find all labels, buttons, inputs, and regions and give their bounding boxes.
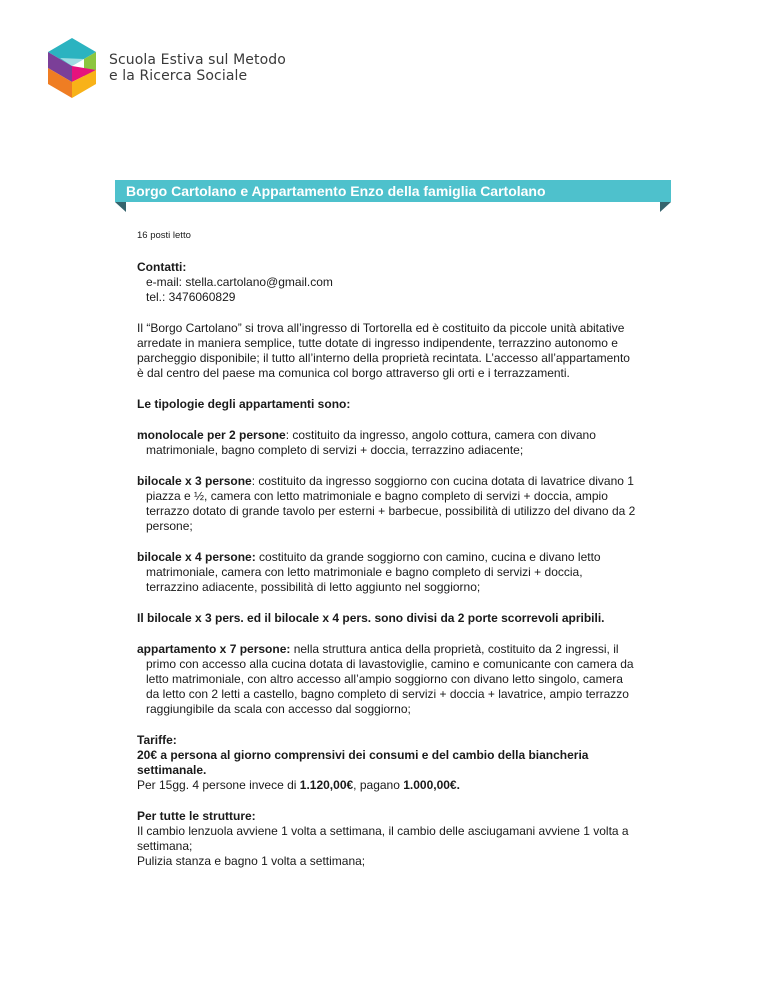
organization-name-line-2: e la Ricerca Sociale xyxy=(109,68,248,84)
page-title: Borgo Cartolano e Appartamento Enzo della famiglia Cartolano xyxy=(126,183,546,199)
apartment-description: costituito da grande soggiorno con camino, cucina e divano letto matrimoniale, camera con letto matrimoniale e bagno completo di servizi + doccia, terrazzino adiacente, possibilità di letto aggiunto nel soggiorno; xyxy=(146,550,601,594)
offer-new-price: 1.000,00€. xyxy=(403,778,460,792)
apartment-name: monolocale per 2 persone xyxy=(137,428,286,442)
apartment-name: appartamento x 7 persone: xyxy=(137,642,291,656)
document-body xyxy=(137,230,637,885)
apartment-item xyxy=(137,474,637,534)
rates-offer xyxy=(137,778,637,793)
organization-name-line-1: Scuola Estiva sul Metodo xyxy=(109,52,286,68)
apartment-item xyxy=(137,642,637,717)
banner-fold-right xyxy=(660,202,671,212)
linen-change-note: Il cambio lenzuola avviene 1 volta a settimana, il cambio delle asciugamani avviene 1 volta a settimana; xyxy=(137,824,629,853)
apartment-description: nella struttura antica della proprietà, costituito da 2 ingressi, il primo con accesso alla cucina dotata di lavastoviglie, camino e comunicante con camera da letto matrimoniale, con altro accesso all’ampio soggiorno con divano letto singolo, camera da letto con 2 letti a castello, bagno completo di servizi + doccia + lavatrice, ampio terrazzo raggiungibile da scala con accesso dal soggiorno; xyxy=(146,642,634,716)
apartment-item xyxy=(137,428,637,458)
contact-email: e-mail: stella.cartolano@gmail.com xyxy=(146,275,333,289)
rates-main: 20€ a persona al giorno comprensivi dei consumi e del cambio della biancheria settimanale. xyxy=(137,748,589,777)
rates-label: Tariffe: xyxy=(137,733,177,747)
doors-note: Il bilocale x 3 pers. ed il bilocale x 4 pers. sono divisi da 2 porte scorrevoli apribili. xyxy=(137,611,605,625)
offer-text: , pagano xyxy=(353,778,404,792)
intro-paragraph: Il “Borgo Cartolano” si trova all’ingresso di Tortorella ed è costituito da piccole unità abitative arredate in maniera semplice, tutte dotate di ingresso indipendente, terrazzino autonomo e parcheggio disponibile; il tutto all’interno della proprietà recintata. L’accesso all’appartamento è dal centro del paese ma comunica col borgo attraverso gli orti e i terrazzamenti. xyxy=(137,321,630,380)
banner-fold-left xyxy=(115,202,126,212)
all-structures-label: Per tutte le strutture: xyxy=(137,809,256,823)
apartment-description: : costituito da ingresso, angolo cottura, camera con divano matrimoniale, bagno completo di servizi + doccia, terrazzino adiacente; xyxy=(146,428,596,457)
offer-old-price: 1.120,00€ xyxy=(299,778,354,792)
apartment-name: bilocale x 4 persone: xyxy=(137,550,256,564)
types-heading: Le tipologie degli appartamenti sono: xyxy=(137,397,351,411)
title-banner xyxy=(115,180,671,202)
contacts-section xyxy=(137,260,637,305)
apartment-name: bilocale x 3 persone xyxy=(137,474,252,488)
contact-phone: tel.: 3476060829 xyxy=(146,290,236,304)
beds-count: 16 posti letto xyxy=(137,230,191,241)
school-logo-icon xyxy=(40,36,104,100)
apartment-description: : costituito da ingresso soggiorno con cucina dotata di lavatrice divano 1 piazza e ½, camera con letto matrimoniale e bagno completo di servizi + doccia, ampio terrazzo dotato di grande tavolo per esterni + barbecue, possibilità di utilizzo del divano da 2 persone; xyxy=(146,474,636,533)
apartment-item xyxy=(137,550,637,595)
organization-name xyxy=(109,52,286,84)
cleaning-note: Pulizia stanza e bagno 1 volta a settimana; xyxy=(137,854,366,868)
rates-section xyxy=(137,733,637,793)
all-structures-section xyxy=(137,809,637,869)
offer-text: Per 15gg. 4 persone invece di xyxy=(137,778,300,792)
contacts-label: Contatti: xyxy=(137,260,187,274)
